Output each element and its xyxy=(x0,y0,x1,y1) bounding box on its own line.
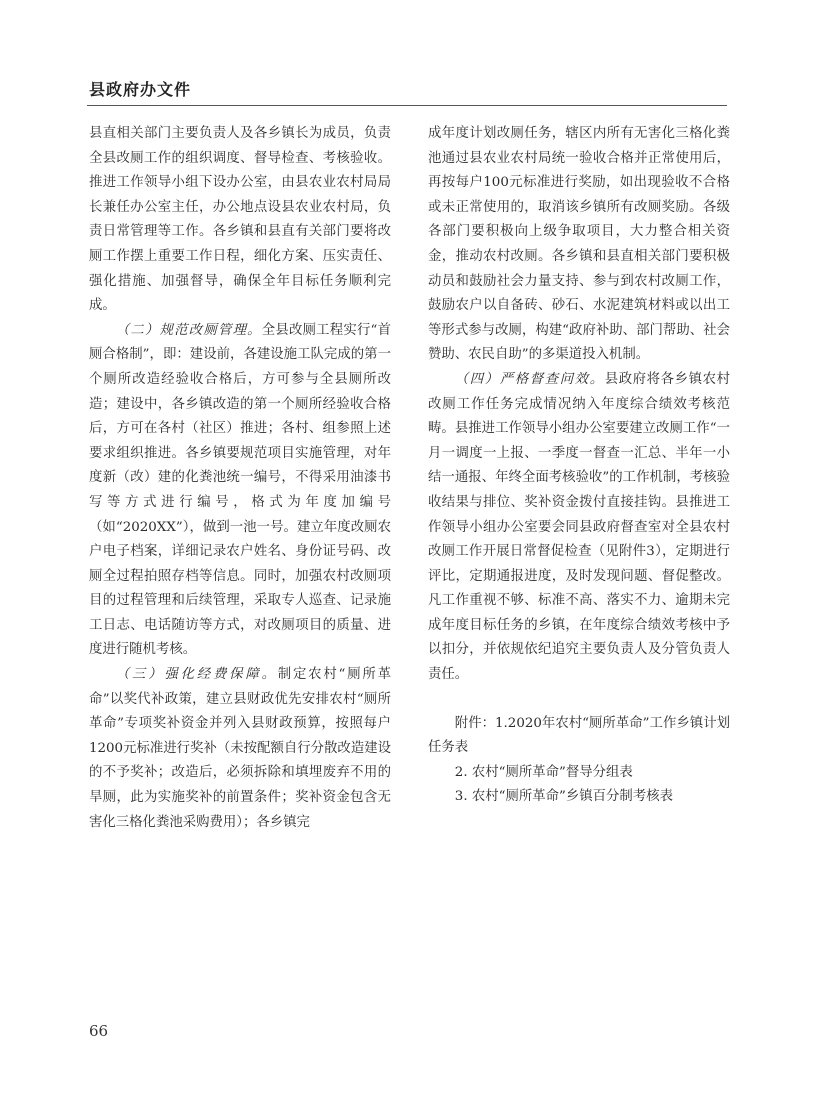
document-header-title: 县政府办文件 xyxy=(89,80,192,99)
attachment-item-1: 附件：1.2020年农村“厕所革命”工作乡镇计划任务表 xyxy=(428,715,730,756)
paragraph-supervision xyxy=(428,368,730,688)
section-body-2: 全县改厕工程实行“首厕合格制”，即：建设前，各建设施工队完成的第一个厕所改造经验收合格后，方可参与全县厕所改造；建设中，各乡镇改造的第一个厕所经验收合格后，方可在各村（社区）推进；各村、组参照上述要求组织推进。各乡镇要规范项目实施管理，对年度新（改）建的化粪池统一编号，不得采用油漆书写等方式进行编号，格式为年度加编号（如“2020XX”），做到一池一号。建立年度改厕农户电子档案，详细记录农户姓名、身份证号码、改厕全过程拍照存档等信息。同时，加强农村改厕项目的过程管理和后续管理，采取专人巡查、记录施工日志、电话随访等方式，对改厕项目的质量、进度进行随机考核。 xyxy=(89,322,391,658)
attachment-item-2: 2. 农村“厕所革命”督导分组表 xyxy=(454,764,633,780)
header-divider xyxy=(87,105,727,106)
paragraph-continued: 县直相关部门主要负责人及各乡镇长为成员，负责全县改厕工作的组织调度、督导检查、考核验收。推进工作领导小组下设办公室，由县农业农村局局长兼任办公室主任，办公地点设县农业农村局，负责日常管理等工作。各乡镇和县直有关部门要将改厕工作摆上重要工作日程，细化方案、压实责任、强化措施、加强督导，确保全年目标任务顺利完成。 xyxy=(89,126,391,314)
paragraph-funding-continued: 成年度计划改厕任务，辖区内所有无害化三格化粪池通过县农业农村局统一验收合格并正常使用后，再按每户100元标准进行奖励，如出现验收不合格或未正常使用的，取消该乡镇所有改厕奖励。各级各部门要积极向上级争取项目，大力整合相关资金，推动农村改厕。各乡镇和县直相关部门要积极动员和鼓励社会力量支持、参与到农村改厕工作，鼓励农户以自备砖、砂石、水泥建筑材料或以出工等形式参与改厕，构建“政府补助、部门帮助、社会赞助、农民自助”的多渠道投入机制。 xyxy=(428,126,730,363)
paragraph-funding-guarantee xyxy=(89,663,391,835)
section-heading-4: （四）严格督查问效。 xyxy=(454,371,605,387)
attachment-item-3: 3. 农村“厕所革命”乡镇百分制考核表 xyxy=(454,789,673,805)
section-heading-2: （二）规范改厕管理。 xyxy=(115,322,262,338)
section-body-3: 制定农村“厕所革命”以奖代补政策，建立县财政优先安排农村“厕所革命”专项奖补资金并列入县财政预算，按照每户1200元标准进行奖补（未按配额自行分散改造建设的不予奖补；改造后，必须拆除和填埋废弃不用的旱厕，此为实施奖补的前置条件；奖补资金包含无害化三格化粪池采购费用）；各乡镇完 xyxy=(89,667,391,830)
attachment-spacer xyxy=(428,688,730,712)
page-number: 66 xyxy=(89,1022,109,1040)
right-column xyxy=(428,122,730,810)
paragraph-standardize-management xyxy=(89,319,391,663)
section-heading-3: （三）强化经费保障。 xyxy=(115,667,278,683)
section-body-4: 县政府将各乡镇农村改厕工作任务完成情况纳入年度综合绩效考核范畴。县推进工作领导小组办公室要建立改厕工作“一月一调度一上报、一季度一督查一汇总、半年一小结一通报、年终全面考核验收”的工作机制，考核验收结果与排位、奖补资金拨付直接挂钩。县推进工作领导小组办公室要会同县政府督查室对全县农村改厕工作开展日常督促检查（见附件3），定期进行评比，定期通报进度，及时发现问题、督促整改。凡工作重视不够、标准不高、落实不力、逾期未完成年度目标任务的乡镇，在年度综合绩效考核中予以扣分，并依规依纪追究主要负责人及分管负责人责任。 xyxy=(428,371,731,683)
left-column xyxy=(89,122,391,835)
